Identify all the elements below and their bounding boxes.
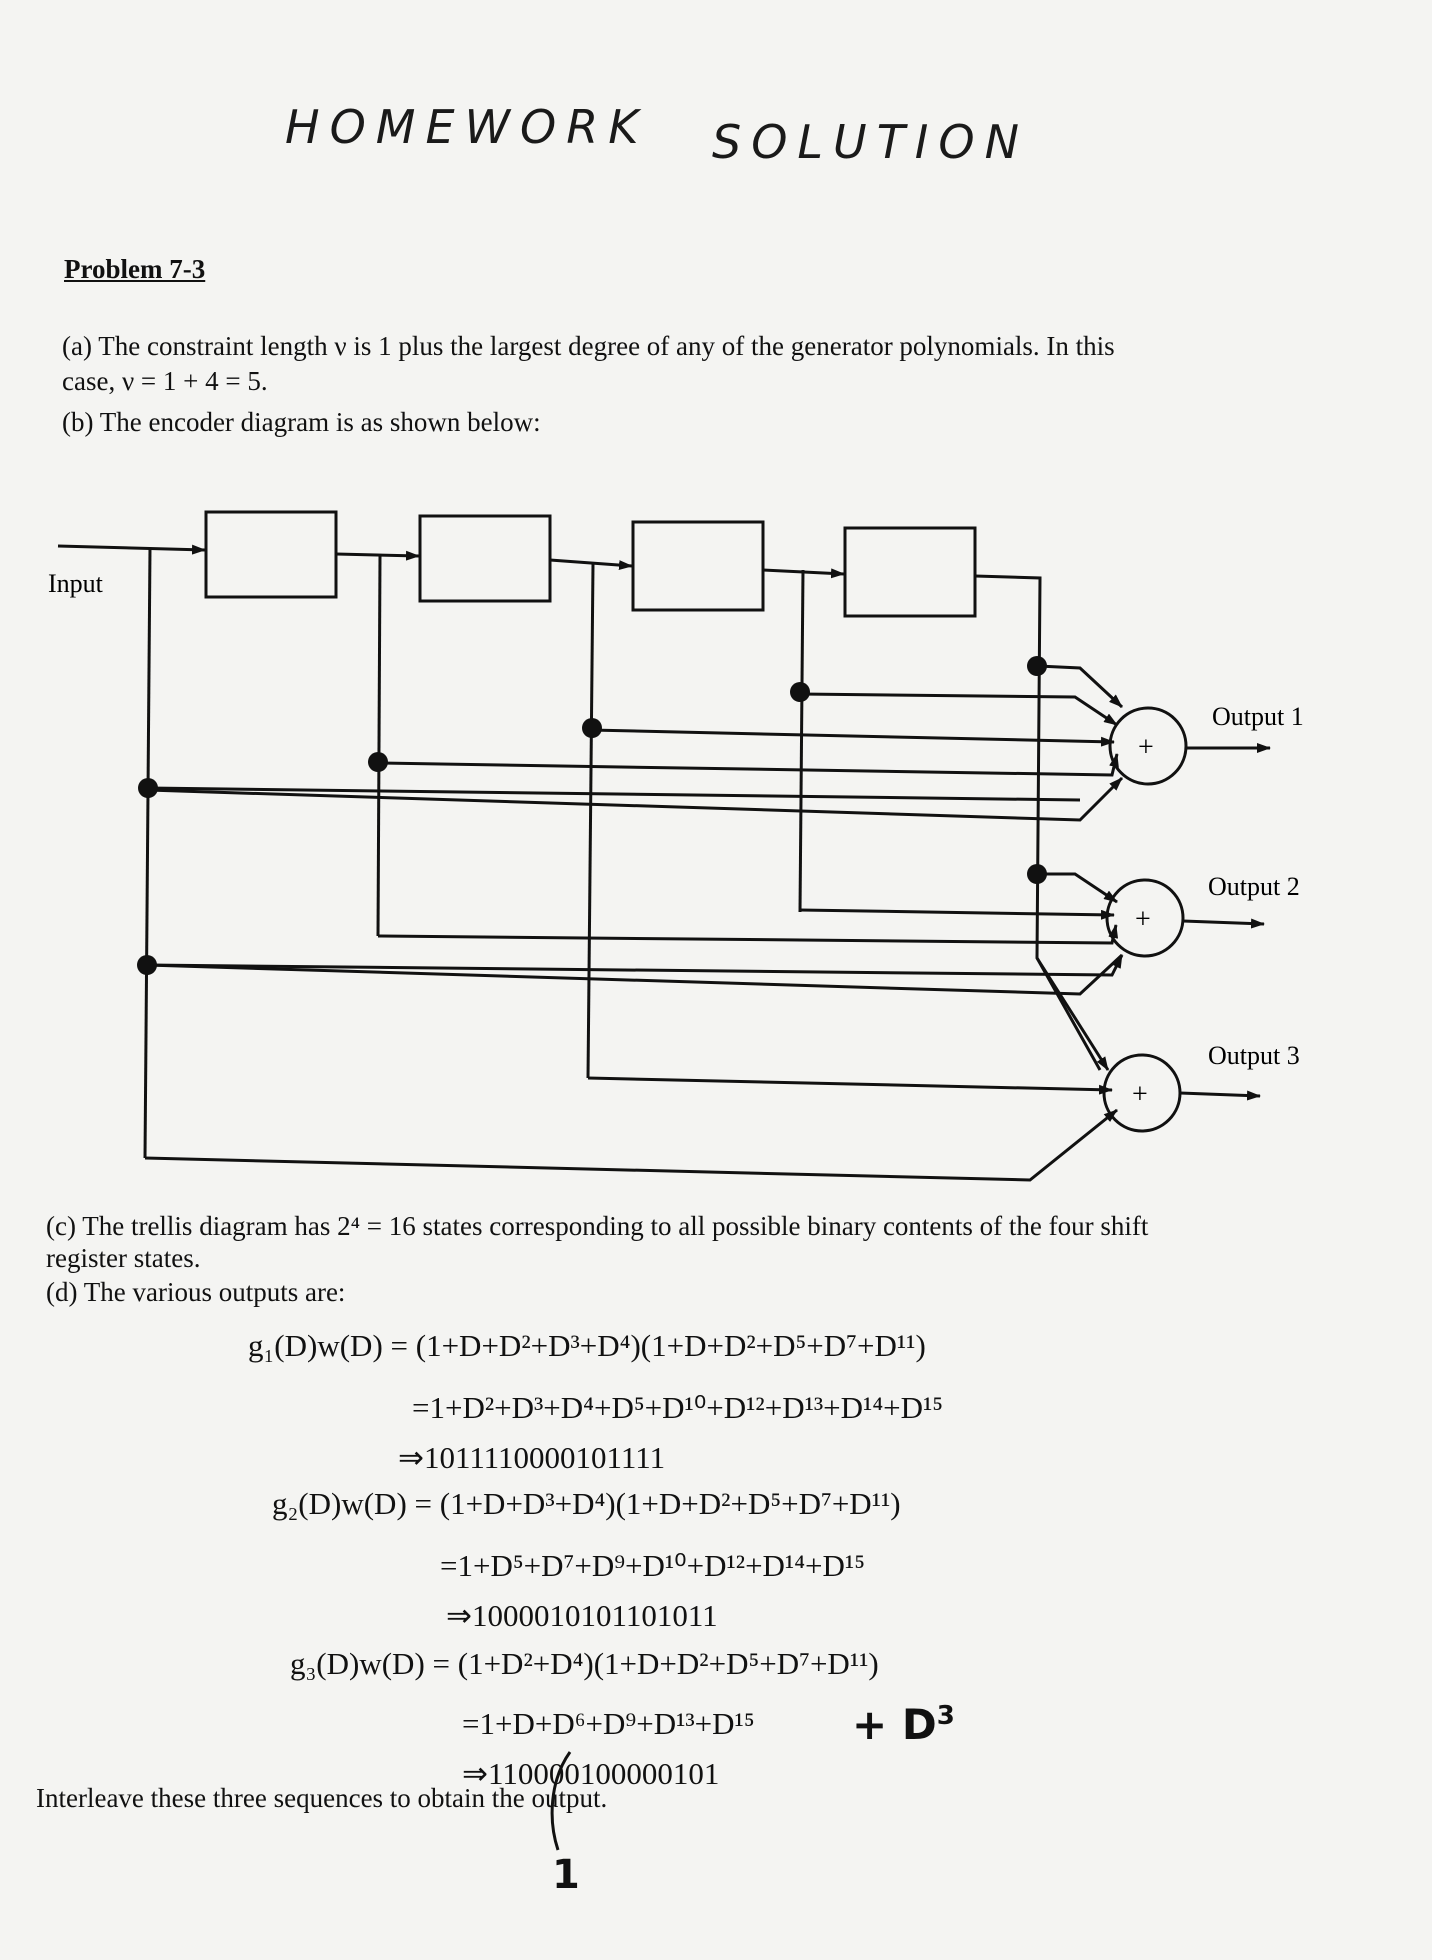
part-b-text: (b) The encoder diagram is as shown below: — [62, 407, 541, 437]
closing-text: Interleave these three sequences to obtain the output. — [36, 1783, 608, 1813]
part-a-line2: case, ν = 1 + 4 = 5. — [62, 366, 268, 396]
part-d-text: (d) The various outputs are: — [46, 1277, 346, 1307]
g1-expansion: =1+D²+D³+D⁴+D⁵+D¹⁰+D¹²+D¹³+D¹⁴+D¹⁵ — [412, 1390, 944, 1425]
g3-lhs: g₃(D)w(D) = — [290, 1646, 458, 1681]
output-2-label: Output 2 — [1208, 872, 1300, 901]
g3-bits: ⇒110000100000101 — [462, 1756, 720, 1791]
shift-register-3 — [633, 522, 763, 610]
handwritten-digit: 1 — [552, 1852, 580, 1898]
shift-register-1 — [206, 512, 336, 597]
adder-plus-2: + — [1135, 904, 1151, 935]
input-line — [58, 546, 205, 550]
g1-lhs: g₁(D)w(D) = — [248, 1328, 416, 1363]
g1-bits: ⇒1011110000101111 — [398, 1440, 666, 1475]
g2-equation — [272, 1486, 901, 1522]
output-1-label: Output 1 — [1212, 702, 1304, 731]
part-c-line2: register states. — [46, 1243, 201, 1273]
input-label: Input — [48, 569, 103, 598]
problem-heading: Problem 7-3 — [64, 254, 206, 284]
part-c-line1: (c) The trellis diagram has 2⁴ = 16 states corresponding to all possible binary contents of the four shift — [46, 1211, 1149, 1241]
handwritten-title-homework: HOMEWORK — [285, 100, 649, 154]
g2-rhs: (1+D+D³+D⁴)(1+D+D²+D⁵+D⁷+D¹¹) — [439, 1486, 901, 1521]
g2-bits: ⇒1000010101101011 — [446, 1598, 718, 1633]
adder-plus-1: + — [1138, 732, 1154, 763]
g3-rhs: (1+D²+D⁴)(1+D+D²+D⁵+D⁷+D¹¹) — [457, 1646, 879, 1681]
part-a-line1: (a) The constraint length ν is 1 plus the largest degree of any of the generator polynomials. In this — [62, 331, 1115, 361]
g3-expansion: =1+D+D⁶+D⁹+D¹³+D¹⁵ — [462, 1706, 755, 1741]
shift-register-4 — [845, 528, 975, 616]
adder-plus-3: + — [1132, 1079, 1148, 1110]
g1-equation — [248, 1328, 926, 1364]
g2-expansion: =1+D⁵+D⁷+D⁹+D¹⁰+D¹²+D¹⁴+D¹⁵ — [440, 1548, 866, 1583]
encoder-diagram — [0, 490, 1432, 1210]
g2-lhs: g₂(D)w(D) = — [272, 1486, 440, 1521]
output-3-label: Output 3 — [1208, 1041, 1300, 1070]
g3-equation — [290, 1646, 879, 1682]
handwritten-title-solution: SOLUTION — [712, 115, 1029, 169]
handwritten-correction: + $D^3$ — [852, 1700, 955, 1749]
g1-rhs: (1+D+D²+D³+D⁴)(1+D+D²+D⁵+D⁷+D¹¹) — [415, 1328, 926, 1363]
shift-register-2 — [420, 516, 550, 601]
